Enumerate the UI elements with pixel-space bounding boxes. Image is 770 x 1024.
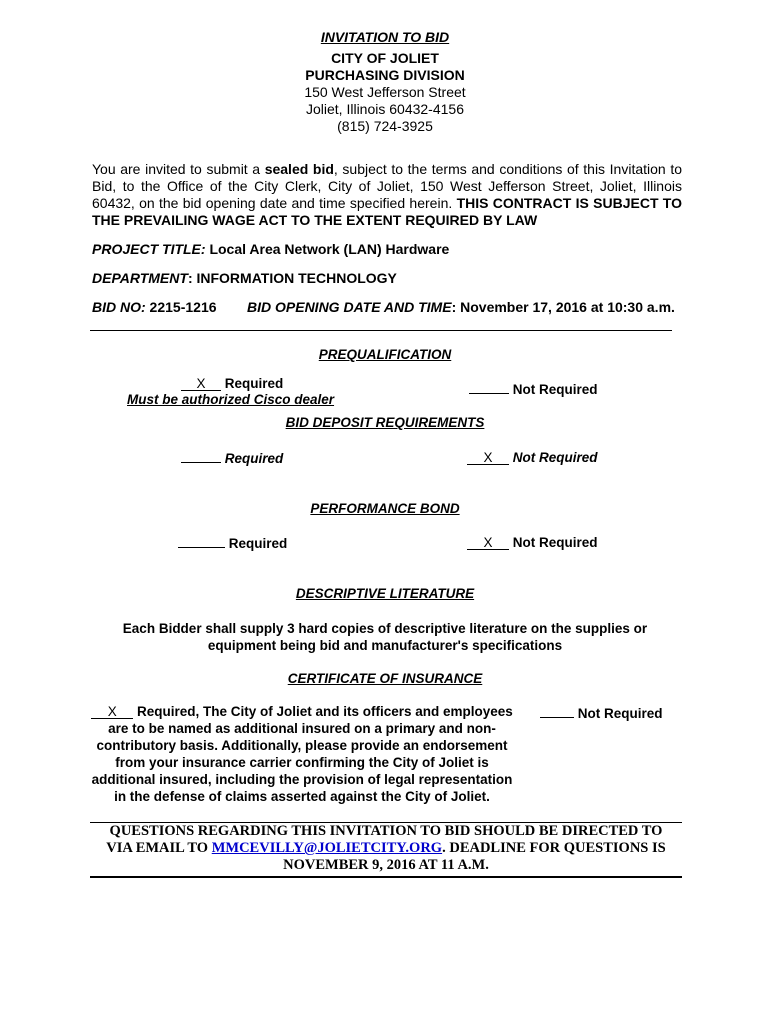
department-line [92,270,397,287]
bid-number-line [92,299,217,316]
project-title-label: PROJECT TITLE: [92,241,206,257]
performance-bond-not-required-label: Not Required [509,535,598,550]
bid-number-value: 2215-1216 [145,299,217,315]
insurance-line-2: are to be named as additional insured on a primary and non- [108,721,496,736]
bid-deposit-required-label: Required [221,451,284,466]
street-address: 150 West Jefferson Street [304,84,466,100]
intro-wage-notice: THE PREVAILING WAGE ACT TO THE EXTENT REQUIRED BY LAW [92,212,538,228]
insurance-required-mark: X [91,705,133,719]
phone-number: (815) 724-3925 [337,118,433,134]
prequal-required-mark: X [181,377,221,391]
division-name: PURCHASING DIVISION [305,67,465,83]
intro-text-1-rest: , subject to the terms and conditions of this Invitation to [333,161,682,177]
intro-text-3: 60432, on the bid opening date and time specified herein. [92,195,457,211]
performance-bond-not-required-mark: X [467,536,509,550]
header-block [0,29,770,135]
bid-deposit-not-required-label: Not Required [509,450,598,465]
intro-contract-notice: THIS CONTRACT IS SUBJECT TO [456,195,682,211]
prequal-not-required-label: Not Required [509,382,598,397]
literature-heading: DESCRIPTIVE LITERATURE [295,586,475,601]
document-title: INVITATION TO BID [320,29,450,45]
performance-bond-required [178,534,287,552]
performance-bond-not-required [467,534,598,551]
literature-line-2: equipment being bid and manufacturer's specifications [207,638,563,653]
questions-bottom-rule [90,876,682,878]
insurance-heading: CERTIFICATE OF INSURANCE [287,671,483,686]
insurance-not-required-label: Not Required [574,706,663,721]
bid-opening-label: BID OPENING DATE AND TIME [247,299,452,315]
questions-line-1: QUESTIONS REGARDING THIS INVITATION TO BID SHOULD BE DIRECTED TO [109,823,663,839]
bid-deposit-not-required [467,449,598,466]
prequal-not-required [469,380,598,398]
questions-box [90,822,682,874]
department-value: : INFORMATION TECHNOLOGY [187,270,397,286]
prequal-required [181,375,283,392]
intro-text-1: You are invited to submit a [92,161,265,177]
bid-deposit-heading: BID DEPOSIT REQUIREMENTS [285,415,485,430]
literature-body [0,620,770,654]
performance-bond-required-blank [178,534,225,548]
insurance-line-6: in the defense of claims asserted against the City of Joliet. [114,789,490,804]
prequal-not-required-blank [469,380,509,394]
bid-deposit-not-required-mark: X [467,451,509,465]
section-divider [90,330,672,331]
bid-opening-line [247,299,675,316]
prequal-note: Must be authorized Cisco dealer [127,392,335,407]
insurance-not-required [540,704,663,722]
project-title-line [92,241,449,258]
insurance-line-1: Required, The City of Joliet and its officers and employees [133,704,513,719]
city-address: Joliet, Illinois 60432-4156 [306,101,464,117]
prequalification-heading: PREQUALIFICATION [318,347,452,362]
intro-text-2: Bid, to the Office of the City Clerk, City of Joliet, 150 West Jefferson Street, Joliet, Illinois [92,178,682,194]
project-title-value: Local Area Network (LAN) Hardware [205,241,450,257]
insurance-required-block [88,703,516,805]
questions-line-3: NOVEMBER 9, 2016 AT 11 A.M. [283,857,489,873]
intro-sealed-bid: sealed bid [264,161,334,177]
bid-number-label: BID NO: [92,299,146,315]
questions-email-link[interactable]: MMCEVILLY@JOLIETCITY.ORG [211,840,443,856]
performance-bond-required-label: Required [225,536,288,551]
insurance-line-3: contributory basis. Additionally, please provide an endorsement [96,738,508,753]
bid-opening-value: : November 17, 2016 at 10:30 a.m. [451,299,675,315]
performance-bond-heading: PERFORMANCE BOND [310,501,460,516]
bid-deposit-required-blank [181,449,221,463]
questions-line-2-pre: VIA EMAIL TO [106,840,212,856]
prequal-required-label: Required [221,376,284,391]
org-name: CITY OF JOLIET [331,50,439,66]
department-label: DEPARTMENT [92,270,188,286]
insurance-line-4: from your insurance carrier confirming the City of Joliet is [115,755,489,770]
insurance-line-5: additional insured, including the provision of legal representation [91,772,513,787]
bid-deposit-required [181,449,283,467]
questions-line-2-post: . DEADLINE FOR QUESTIONS IS [442,840,666,856]
insurance-not-required-blank [540,704,574,718]
literature-line-1: Each Bidder shall supply 3 hard copies of descriptive literature on the supplies or [122,621,648,636]
intro-paragraph [92,161,682,229]
